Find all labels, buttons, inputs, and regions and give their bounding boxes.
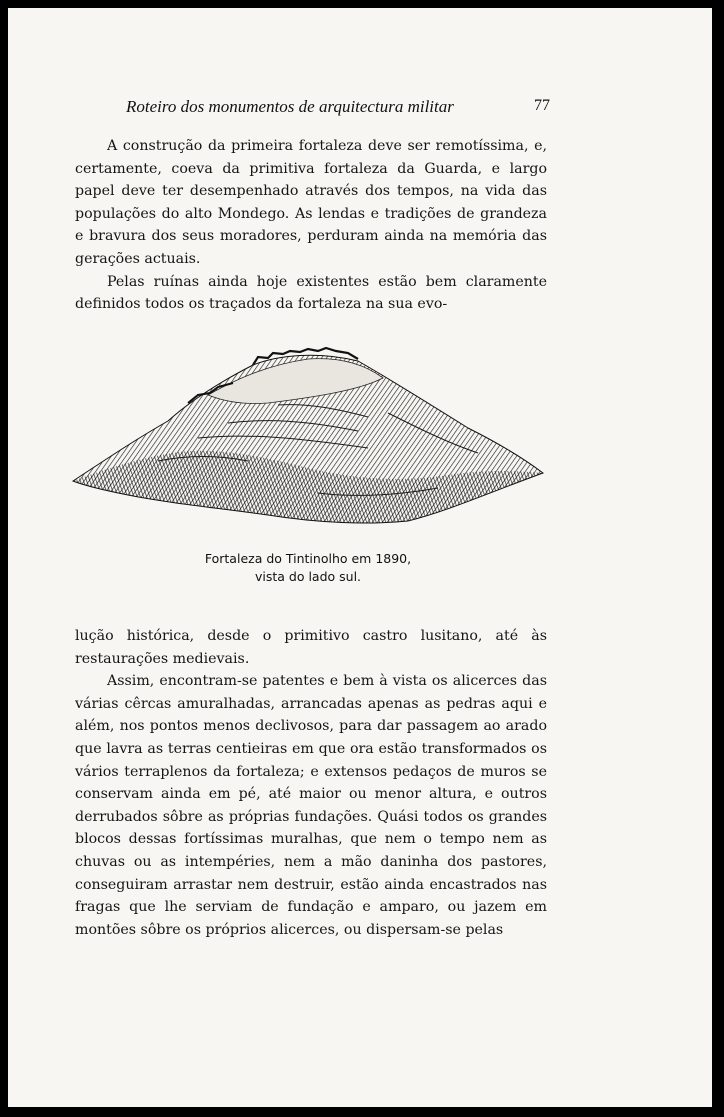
caption-line: vista do lado sul. (254, 569, 362, 584)
caption-line: Fortaleza do Tintinolho em 1890, (204, 551, 412, 566)
paragraph: lução histórica, desde o primitivo castro lusitano, até às restaurações medievais. (75, 628, 547, 667)
fortress-hill-icon (68, 343, 548, 528)
body-text-top (75, 135, 547, 316)
page-number: 77 (534, 97, 550, 114)
figure-caption (158, 550, 458, 586)
book-page (8, 8, 712, 1107)
running-title: Roteiro dos monumentos de arquitectura militar (126, 97, 454, 116)
paragraph: Pelas ruínas ainda hoje existentes estão bem claramente definidos todos os traçados da fortaleza na sua evo- (75, 273, 547, 313)
paragraph: A construção da primeira fortaleza deve ser remotíssima, e, certamente, coeva da primitiva fortaleza da Guarda, e largo papel deve ter desempenhado através dos tempos, na vida das populações do alto Mondego. As lendas e tradições de grandeza e bravura dos seus moradores, perduram ainda na memória das gerações actuais. (75, 138, 547, 267)
running-header (126, 97, 550, 117)
fortress-illustration (68, 343, 548, 528)
body-text-bottom (75, 625, 547, 941)
paragraph: Assim, encontram-se patentes e bem à vista os alicerces das várias cêrcas amuralhadas, arrancadas apenas as pedras aqui e além, nos pontos menos declivosos, para dar passagem ao arado que lavra as terras centieiras em que ora estão transformados os vários terraplenos da fortaleza; e extensos pedaços de muros se conservam ainda em pé, até maior ou menor altura, e outros derrubados sôbre as próprias fundações. Quási todos os grandes blocos dessas fortíssimas muralhas, que nem o tempo nem as chuvas ou as intempéries, nem a mão daninha dos pastores, conseguiram arrastar nem destruir, estão ainda encastrados nas fragas que lhe serviam de fundação e amparo, ou jazem em montões sôbre os próprios alicerces, ou dispersam-se pelas (75, 673, 547, 938)
